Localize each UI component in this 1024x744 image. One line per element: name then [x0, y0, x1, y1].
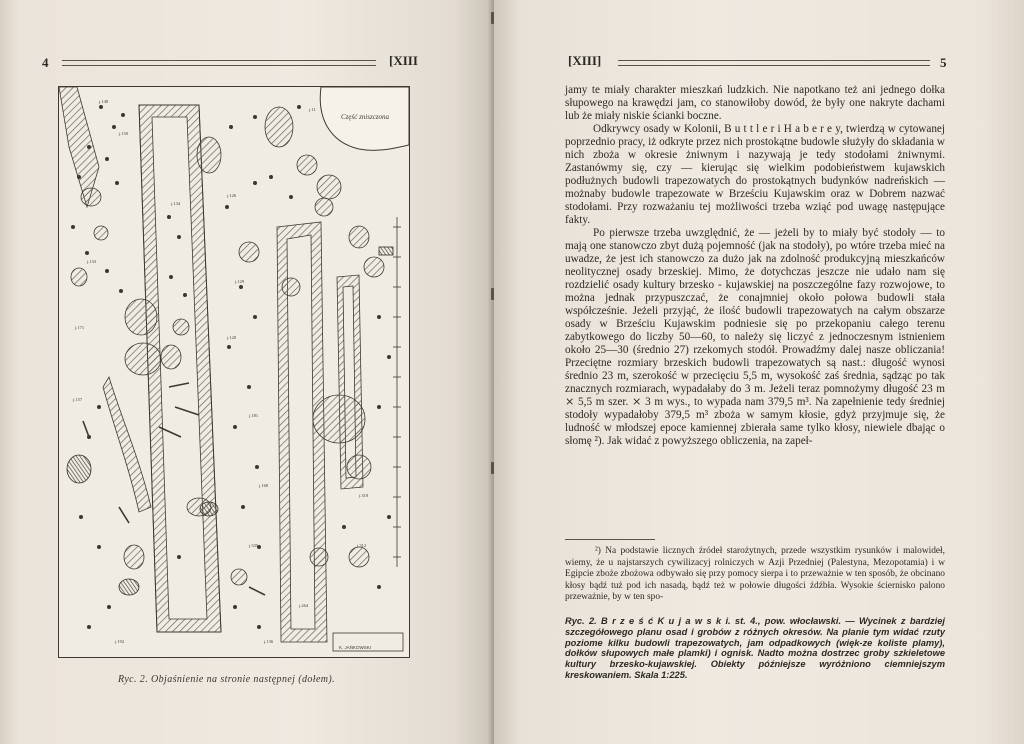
right-figure-caption	[565, 616, 945, 681]
svg-text:j.134: j.134	[171, 201, 181, 206]
header-rule-left	[62, 60, 376, 66]
paragraph: Po pierwsze trzeba uwzględnić, że — jeżeli by to miały być stodoły — to mają one stanowczo zbyt dużą pojemność (jak na stodoły), po wtóre trzeba mieć na uwadze, że jest ich stanowczo za dużo jak na zdolność produkcyjną mieszkańców neolitycznej osady brzeskiej. Mimo, że dotychczas jeszcze nie udało nam się rozdzielić osady kultury brzesko - kujawskiej na poszczególne fazy rozwojowe, to można jednak przypuszczać, że conajmniej około połowa budowli stała współcześnie. Jeżeli przyjąć, że ilość budowli trapezowatych na całym obszarze osady w Brześciu Kujawskim podniesie się po przekopaniu całego terenu zabytkowego do liczby 50—60, to należy się liczyć z jednoczesnym istnieniem około 25—30 (średnio 27) rzekomych stodół. Prowadźmy dalej nasze obliczania! Przeciętne rozmiary brzeskich budowli trapezowatych są nast.: długość wynosi średnio 23 m, szerokość w przecięciu 5,5 m, wysokość zaś średnia, sądząc po tak znacznych rozmiarach, wypadałaby do 3 m. Jeżeli teraz pomnożymy długość 23 m ⨯ 5,5 m szer. ⨯ 3 m wys., to wypada nam 379,5 m³. Na zapełnienie tedy średniej stodoły wypadałoby 379,5 m³ zboża w samym kłosie, gdyż przyjmuje się, że ludność w młodszej epoce kamiennej zbierała same tylko kłosy, niewiele dbając o słomę ²). Jak widać z powyższego obliczenia, na zapeł-	[565, 227, 945, 447]
svg-text:j.150: j.150	[119, 131, 129, 136]
svg-text:j.318: j.318	[359, 493, 369, 498]
destroyed-area-label: Część zniszczona	[341, 113, 390, 121]
svg-text:j.136: j.136	[264, 639, 274, 644]
svg-text:j.120: j.120	[227, 335, 237, 340]
footnote-text: ²) Na podstawie licznych źródeł starożytnych, przede wszystkim rysunków i malowideł, wiemy, że u najstarszych cywilizacyj rolniczych w Azji Przedniej (Palestyna, Mezopotamia) i w Egipcie zboże zbożowa odbywało się przy pomocy sierpa i to przeważnie w ten sposób, że obcinano kłosy bądź tuż pod ich nasadą, bądź też w połowie długości źdźbła. Wysokie ściernisko palono przeważnie, by w ten spo-	[565, 546, 945, 603]
svg-text:j.126: j.126	[227, 193, 237, 198]
paragraph: jamy te miały charakter mieszkań ludzkich. Nie napotkano też ani jednego dołka słupowego na krawędzi jam, co stanowiłoby dowód, że były one nakryte dachami lub że miały niskie ścianki boczne.	[565, 84, 945, 122]
header-rule-right	[618, 60, 930, 66]
svg-text:j.148: j.148	[99, 99, 109, 104]
footnote-rule	[565, 539, 655, 540]
right-section-label: [XIII]	[568, 53, 602, 68]
svg-text:j.11: j.11	[309, 107, 316, 112]
svg-text:j.192: j.192	[115, 639, 125, 644]
left-section-label: [XIII	[389, 53, 418, 68]
scale-bar	[393, 217, 401, 567]
paragraph: Odkrywcy osady w Kolonii, B u t t l e r i H a b e r e y, twierdzą w cytowanej poprzednio pracy, iż odkryte przez nich prostokątne budowle służyły do składania w nich zboża w okresie żniwnym i nazywają je tedy stodołami żniwnymi. Zastanówmy się, czy — kierując się wielkim podobieństwem kujawskich podłużnych budowli trapezowatych do prostokątnych budynków nadreńskich — możnaby budowle trapezowate w Brześciu Kujawskim oraz w Dobrem nazwać stodołami. Przy rozważaniu tej możliwości trzeba wziąć pod uwagę następujące fakty.	[565, 123, 945, 226]
svg-text:j.171: j.171	[75, 325, 85, 330]
site-plan-drawing	[59, 87, 409, 657]
left-page-number: 4	[42, 55, 49, 70]
svg-text:j.335: j.335	[249, 543, 259, 548]
svg-text:j.312: j.312	[357, 543, 367, 548]
right-page-number: 5	[940, 55, 947, 70]
svg-text:j.129: j.129	[235, 279, 245, 284]
left-figure-caption: Ryc. 2. Objaśnienie na stronie następnej (dołem).	[118, 674, 336, 685]
svg-text:j.264: j.264	[299, 603, 309, 608]
skeleton-graves	[83, 383, 265, 595]
svg-text:j.133: j.133	[87, 259, 97, 264]
left-page	[0, 0, 494, 744]
map-artist-credit: K. JAŃKOWSKI	[339, 645, 372, 650]
footnote	[565, 546, 945, 604]
svg-text:j.181: j.181	[249, 413, 259, 418]
svg-text:j.168: j.168	[259, 483, 269, 488]
body-text	[565, 84, 945, 448]
site-plan-map	[58, 86, 410, 658]
svg-text:j.157: j.157	[73, 397, 83, 402]
figure-caption-text: Ryc. 2. B r z e ś ć K u j a w s k i. st. 4., pow. włocławski. — Wycinek z bardziej szczegółowego planu osad i grobów z różnych okresów. Na planie tym widać rzuty poziome kilku budowli trapezowatych, jam odpadkowych (więk-ze koliste plamy), dołków słupowych małe plamki) i ognisk. Nadto można dostrzec groby szkieletowe kultury brzesko-kujawskiej. Obiekty późniejsze wyróżniono ciemniejszym kreskowaniem. Skala 1:225.	[565, 616, 945, 680]
